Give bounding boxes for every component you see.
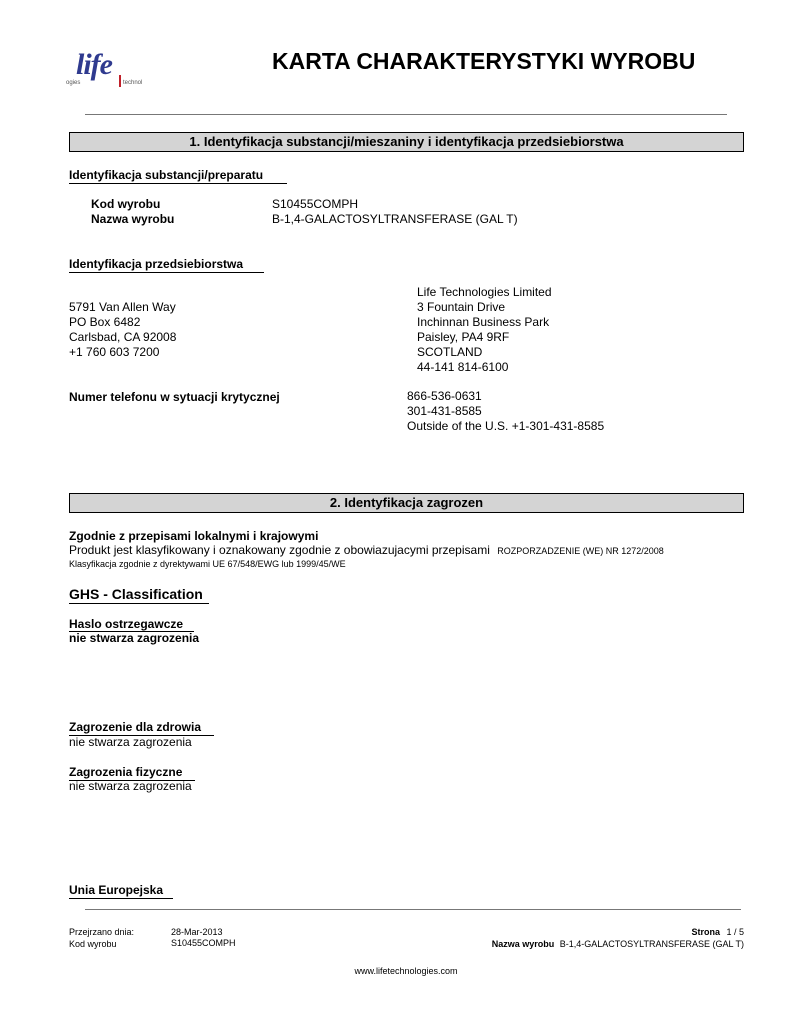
signal-word-value: nie stwarza zagrozenia <box>69 631 200 645</box>
product-code-value: S10455COMPH <box>272 197 359 211</box>
section-2-header: 2. Identyfikacja zagrozen <box>69 493 744 513</box>
physical-hazard-heading: Zagrozenia fizyczne <box>69 765 183 779</box>
product-name-label: Nazwa wyrobu <box>91 212 175 226</box>
logo-wordmark: life <box>76 48 112 81</box>
health-hazard-heading: Zagrozenie dla zdrowia <box>69 720 202 734</box>
health-hazard-value: nie stwarza zagrozenia <box>69 735 192 749</box>
heading-underline <box>69 603 209 604</box>
uk-address-line: Paisley, PA4 9RF <box>417 330 510 344</box>
uk-address-line: Life Technologies Limited <box>417 285 552 299</box>
product-name-value: B-1,4-GALACTOSYLTRANSFERASE (GAL T) <box>272 212 518 226</box>
section-1-header: 1. Identyfikacja substancji/mieszaniny i identyfikacja przedsiebiorstwa <box>69 132 744 152</box>
logo-tagline-right: technol <box>123 80 143 86</box>
compliance-heading: Zgodnie z przepisami lokalnymi i krajowymi <box>69 529 319 543</box>
heading-underline <box>69 183 287 184</box>
us-address-line: 5791 Van Allen Way <box>69 300 176 314</box>
revised-date-value: 28-Mar-2013 <box>171 927 223 937</box>
page-number <box>691 927 744 938</box>
footer-divider <box>85 909 741 910</box>
logo-divider-bar <box>119 75 121 87</box>
logo-tagline-left: ogies <box>66 80 81 86</box>
revised-date-label: Przejrzano dnia: <box>69 927 135 937</box>
regulation-reference: ROZPORZADZENIE (WE) NR 1272/2008 <box>497 546 664 556</box>
uk-address-line: Inchinnan Business Park <box>417 315 550 329</box>
website-link[interactable]: www.lifetechnologies.com <box>354 966 458 976</box>
ghs-classification-heading: GHS - Classification <box>69 586 203 602</box>
page-label: Strona <box>691 927 720 937</box>
heading-underline <box>69 272 264 273</box>
page-value: 1 / 5 <box>726 927 744 937</box>
emergency-phone-number: Outside of the U.S. +1-301-431-8585 <box>407 419 605 433</box>
physical-hazard-value: nie stwarza zagrozenia <box>69 779 192 793</box>
document-title: KARTA CHARAKTERYSTYKI WYROBU <box>272 48 696 74</box>
us-address-line: Carlsbad, CA 92008 <box>69 330 177 344</box>
european-union-heading: Unia Europejska <box>69 883 164 897</box>
us-address-line: PO Box 6482 <box>69 315 141 329</box>
us-phone: +1 760 603 7200 <box>69 345 160 359</box>
emergency-phone-number: 866-536-0631 <box>407 389 482 403</box>
footer-product-name-label: Nazwa wyrobu <box>491 939 555 949</box>
product-code-label: Kod wyrobu <box>91 197 161 211</box>
company-logo <box>66 48 161 92</box>
directive-text: Klasyfikacja zgodnie z dyrektywami UE 67/548/EWG lub 1999/45/WE <box>69 559 346 569</box>
uk-address-line: SCOTLAND <box>417 345 483 359</box>
uk-phone: 44-141 814-6100 <box>417 360 509 374</box>
emergency-phone-label: Numer telefonu w sytuacji krytycznej <box>69 390 280 404</box>
footer-product-code-label: Kod wyrobu <box>69 939 117 949</box>
header-divider <box>85 114 727 115</box>
uk-address-line: 3 Fountain Drive <box>417 300 506 314</box>
footer-product-code-value: S10455COMPH <box>171 938 236 948</box>
substance-identification-heading: Identyfikacja substancji/preparatu <box>69 168 264 182</box>
signal-word-heading: Haslo ostrzegawcze <box>69 617 184 631</box>
heading-underline <box>69 898 173 899</box>
compliance-statement: Produkt jest klasyfikowany i oznakowany zgodnie z obowiazujacymi przepisami <box>69 543 490 557</box>
company-identification-heading: Identyfikacja przedsiebiorstwa <box>69 257 244 271</box>
footer-product-name-value: B-1,4-GALACTOSYLTRANSFERASE (GAL T) <box>559 939 744 949</box>
emergency-phone-number: 301-431-8585 <box>407 404 482 418</box>
footer-product-name <box>492 939 744 950</box>
